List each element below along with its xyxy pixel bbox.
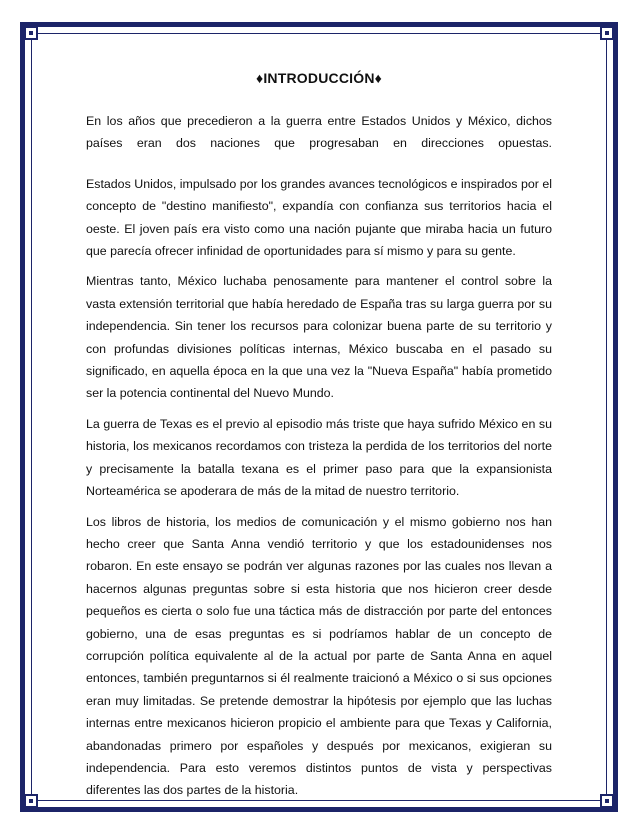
- paragraph: Los libros de historia, los medios de comunicación y el mismo gobierno nos han hecho creer que Santa Anna vendió territorio y que los estadounidenses nos robaron. En este ensayo se podrán ver algunas razones por las cuales nos llevan a hacernos algunas preguntas sobre si esta historia que nos hicieron creer desde pequeños es cierta o solo fue una táctica más de distracción por parte del entonces gobierno, una de esas preguntas es si podríamos hablar de un concepto de corrupción política equivalente al de la actual por parte de Santa Anna en aquel entonces, también preguntarnos si él realmente traicionó a México o si sus opciones eran muy limitadas. Se pretende demostrar la hipótesis por ejemplo que las luchas internas entre mexicanos hicieron propicio el ambiente para que Texas y California, abandonadas primero por españoles y después por mexicanos, exigieran su independencia. Para esto veremos distintos puntos de vista y perspectivas diferentes las dos partes de la historia.: [86, 514, 552, 798]
- border-corner-ornament: [600, 26, 614, 40]
- paragraph: Estados Unidos, impulsado por los grandes avances tecnológicos e inspirados por el concepto de "destino manifiesto", expandía con confianza sus territorios hacia el oeste. El joven país era visto como una nación pujante que miraba hacia un futuro que parecía ofrecer infinidad de oportunidades para sí mismo y para su gente.: [86, 176, 552, 259]
- border-corner-ornament: [24, 26, 38, 40]
- border-corner-ornament: [600, 794, 614, 808]
- paragraph: Mientras tanto, México luchaba penosamente para mantener el control sobre la vasta extensión territorial que había heredado de España tras su larga guerra por su independencia. Sin tener los recursos para colonizar buena parte de su territorio y con profundas divisiones políticas internas, México buscaba en el pasado su significado, en aquella época en la que una vez la "Nueva España" había prometido ser la potencia continental del Nuevo Mundo.: [86, 274, 552, 401]
- paragraph: En los años que precedieron a la guerra entre Estados Unidos y México, dichos países eran dos naciones que progresaban en direcciones opuestas.: [86, 114, 552, 151]
- document-body: [86, 70, 552, 810]
- border-corner-ornament: [24, 794, 38, 808]
- document-title: ♦INTRODUCCIÓN♦: [256, 70, 382, 86]
- paragraph: La guerra de Texas es el previo al episodio más triste que haya sufrido México en su historia, los mexicanos recordamos con tristeza la perdida de los territorios del norte y precisamente la batalla texana es el primer paso para que la expansionista Norteamérica se apoderara de más de la mitad de nuestro territorio.: [86, 416, 552, 499]
